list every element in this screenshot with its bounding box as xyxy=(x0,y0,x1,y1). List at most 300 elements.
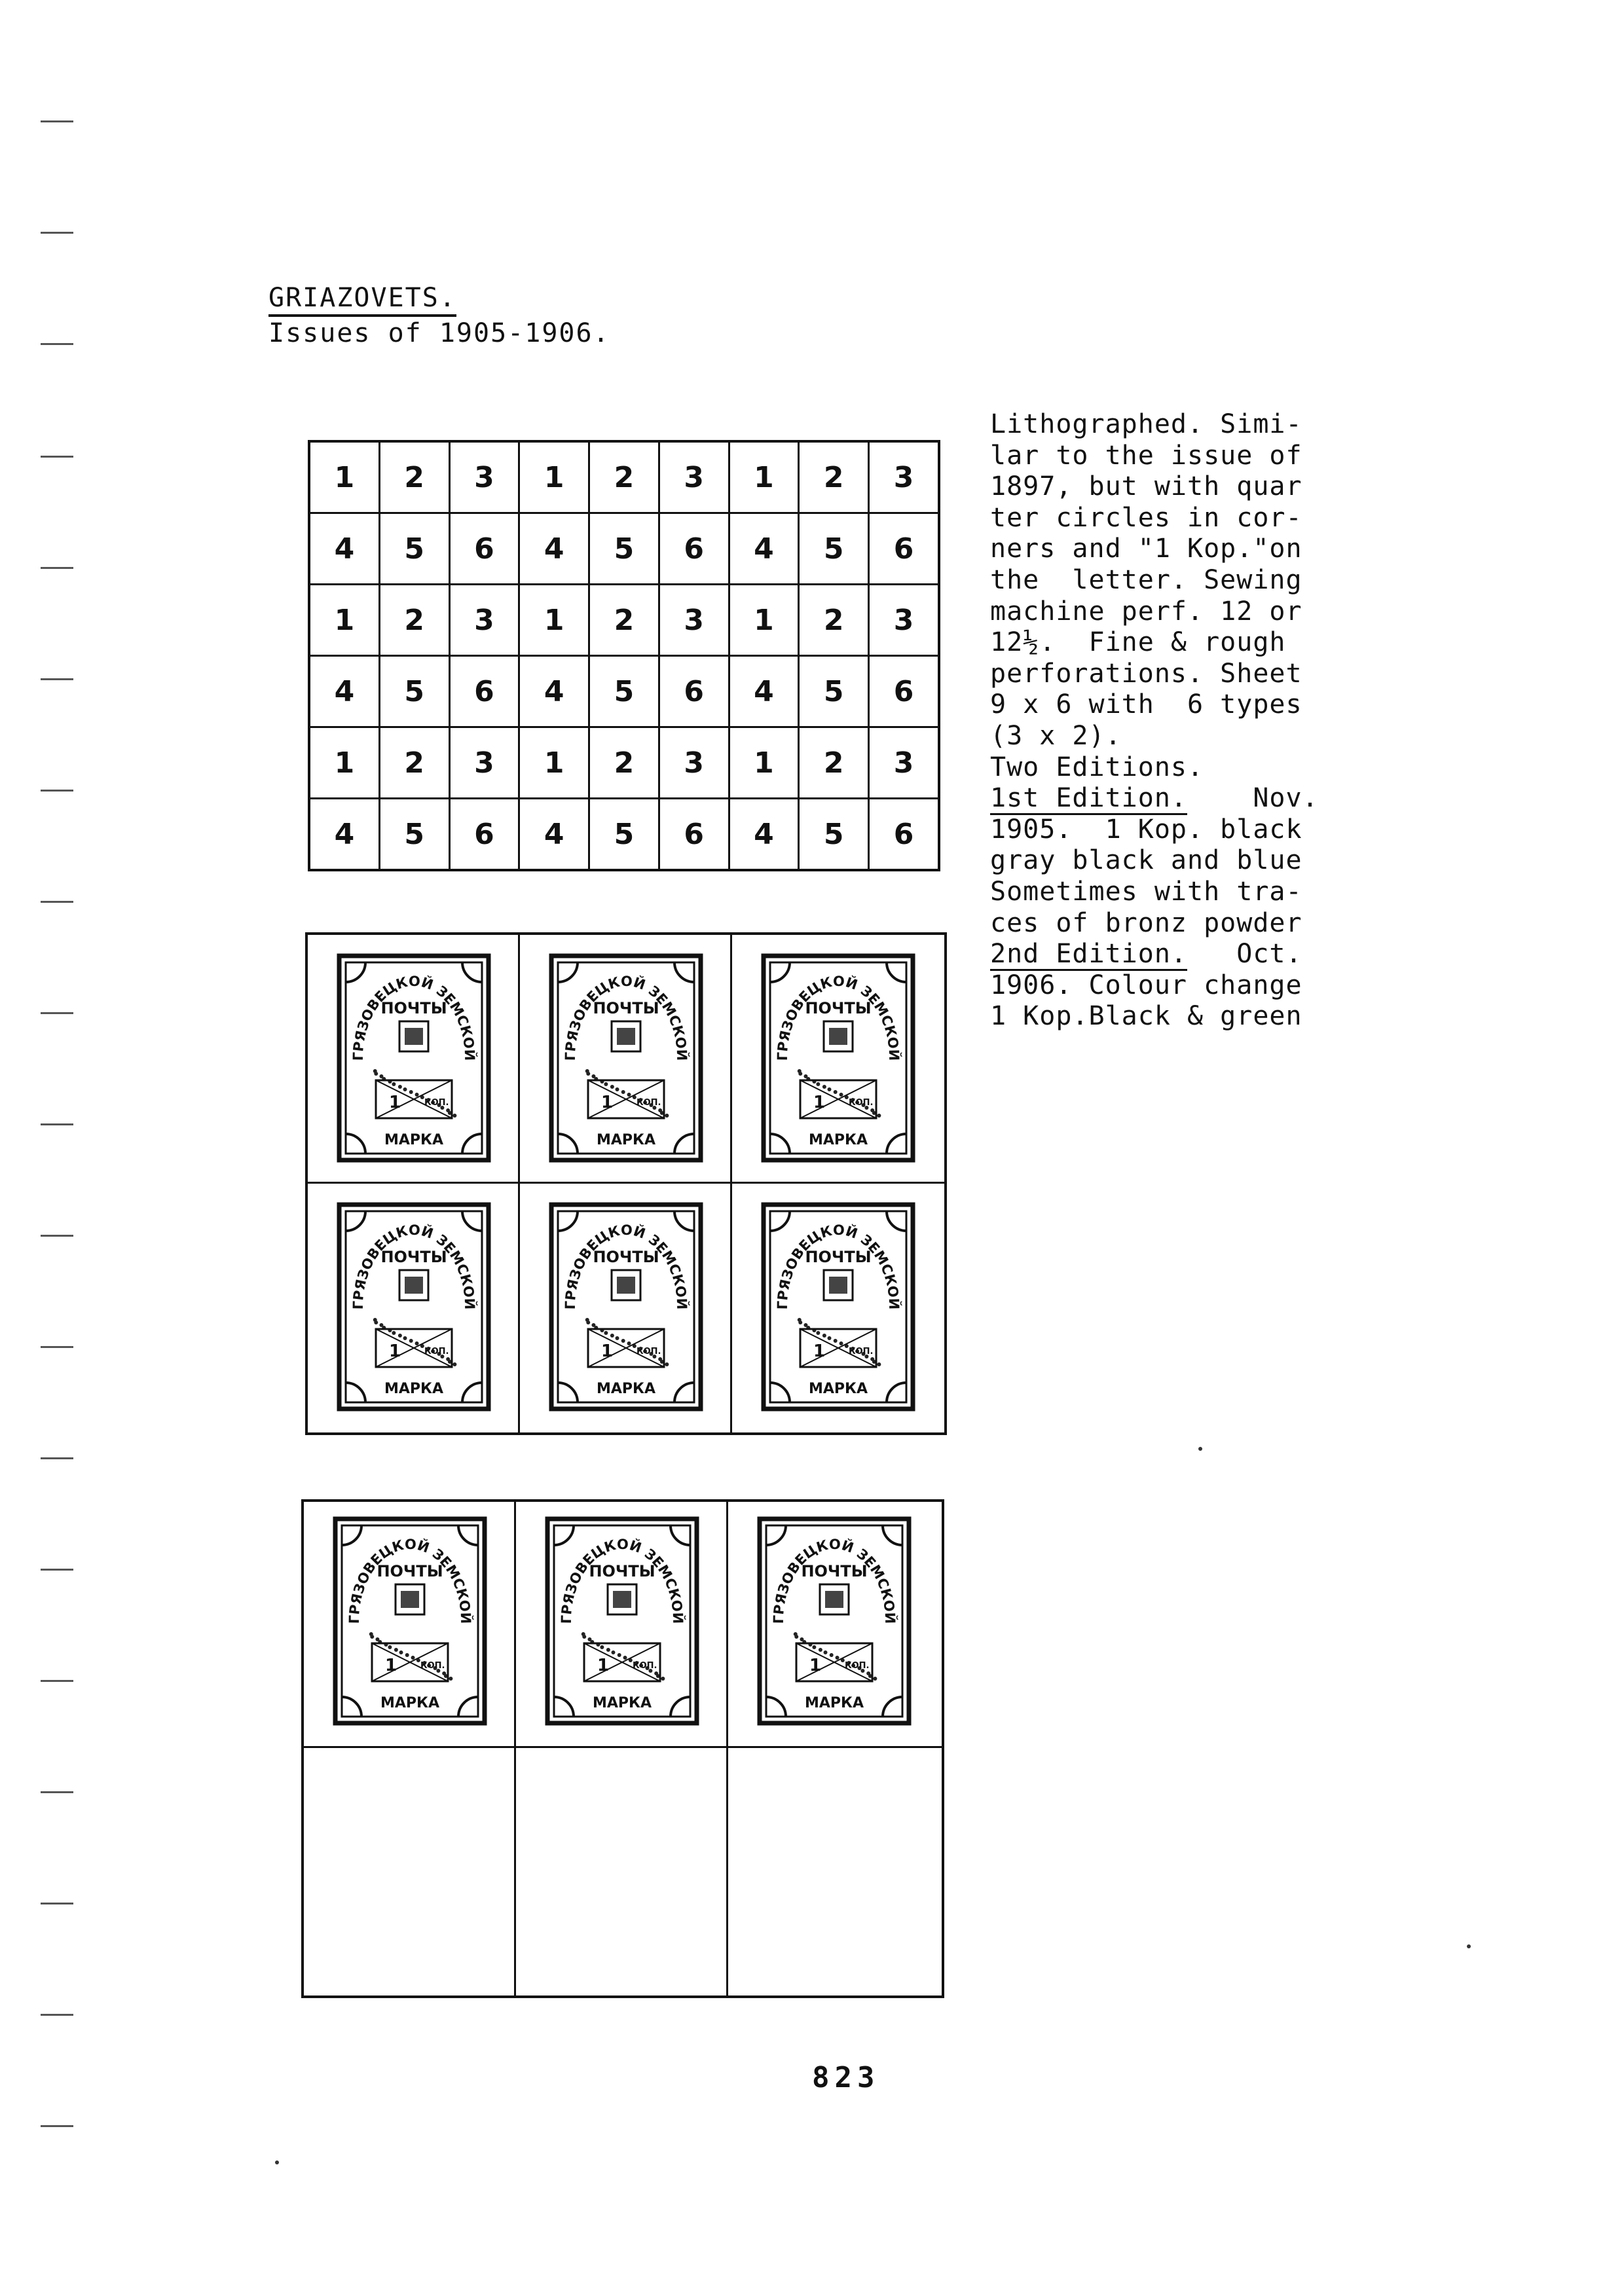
type-number-cell: 5 xyxy=(799,513,869,585)
corner-quarter-circle xyxy=(766,1697,786,1717)
stamp-bottom-word: МАРКА xyxy=(808,1132,868,1148)
type-number-cell: 2 xyxy=(379,585,449,656)
stamp-emblem xyxy=(617,1028,635,1045)
type-number-cell: 2 xyxy=(379,727,449,799)
type-number-cell: 6 xyxy=(659,656,729,727)
stamp-arch-text: ГРЯЗОВЕЦКОЙ ЗЕМСКОЙ xyxy=(774,973,902,1061)
description-text: the letter. Sewing xyxy=(990,564,1302,595)
type-number-cell: 6 xyxy=(869,656,939,727)
description-line xyxy=(990,409,1344,441)
wreath-leaf xyxy=(392,1331,396,1335)
description-text: Lithographed. Simi- xyxy=(990,409,1302,439)
description-line xyxy=(990,814,1344,846)
type-number-cell: 1 xyxy=(519,727,589,799)
binder-tick xyxy=(41,901,73,903)
type-number-cell: 4 xyxy=(519,799,589,871)
stamp-bottom-word: МАРКА xyxy=(380,1695,440,1711)
description-line xyxy=(990,503,1344,534)
wreath-leaf xyxy=(665,1362,669,1366)
type-number-cell: 2 xyxy=(799,727,869,799)
description-line xyxy=(990,939,1344,970)
wreath-leaf xyxy=(403,1087,407,1091)
stamp-image xyxy=(761,953,915,1163)
layout-row xyxy=(309,441,939,513)
layout-row xyxy=(309,799,939,871)
layout-row xyxy=(309,585,939,656)
wreath-leaf xyxy=(604,1331,608,1335)
type-number-cell: 5 xyxy=(589,513,659,585)
corner-quarter-circle xyxy=(458,1525,478,1545)
binder-tick xyxy=(41,1123,73,1125)
stamp-bottom-word: МАРКА xyxy=(596,1381,656,1397)
type-number-cell: 6 xyxy=(449,799,519,871)
wreath-leaf xyxy=(798,1072,802,1076)
description-text: 1 Kop.Black & green xyxy=(990,1001,1302,1032)
empty-stamp-cell xyxy=(516,1748,728,1995)
description-line xyxy=(990,877,1344,908)
type-number-cell: 6 xyxy=(659,799,729,871)
stamp-emblem xyxy=(401,1591,419,1608)
description-text: perforations. Sheet xyxy=(990,658,1302,689)
type-number-cell: 1 xyxy=(309,585,379,656)
wreath-leaf xyxy=(621,1339,625,1343)
binder-tick xyxy=(41,456,73,458)
stamp-bottom-word: МАРКА xyxy=(804,1695,864,1711)
corner-quarter-circle xyxy=(887,962,906,982)
wreath-leaf xyxy=(388,1645,392,1649)
description-date: Nov. xyxy=(1187,783,1319,814)
stamp-cell xyxy=(308,935,520,1184)
binder-tick xyxy=(41,1012,73,1014)
stamp-bottom-word: МАРКА xyxy=(808,1381,868,1397)
stamp-image xyxy=(333,1516,487,1726)
wreath-leaf xyxy=(822,1085,826,1089)
stamp-inner-frame xyxy=(346,962,482,1154)
type-number-cell: 4 xyxy=(519,513,589,585)
stamp-inner-frame xyxy=(554,1525,690,1717)
stamp-bottom-word: МАРКА xyxy=(592,1695,652,1711)
wreath-leaf xyxy=(616,1087,619,1091)
description-line xyxy=(990,1001,1344,1032)
description-text: 1905. 1 Kop. black xyxy=(990,814,1302,845)
stamp-bottom-word: МАРКА xyxy=(384,1132,444,1148)
corner-quarter-circle xyxy=(887,1383,906,1402)
stamp-cell xyxy=(516,1502,728,1748)
binder-tick xyxy=(41,120,73,122)
description-line xyxy=(990,721,1344,752)
description-text: lar to the issue of xyxy=(990,440,1302,471)
stamp-value: 1 xyxy=(813,1341,826,1361)
description-line xyxy=(990,471,1344,503)
stamp-inner-frame xyxy=(766,1525,902,1717)
type-number-cell: 4 xyxy=(309,513,379,585)
stamp-image xyxy=(549,953,703,1163)
corner-quarter-circle xyxy=(671,1697,690,1717)
empty-stamp-cell xyxy=(728,1748,942,1995)
wreath-leaf xyxy=(398,1085,402,1089)
corner-quarter-circle xyxy=(674,1383,694,1402)
stamp-arch-text: ГРЯЗОВЕЦКОЙ ЗЕМСКОЙ xyxy=(558,1536,686,1624)
wreath-leaf xyxy=(877,1114,881,1118)
wreath-leaf xyxy=(665,1114,669,1118)
stamp-inner-frame xyxy=(770,1211,906,1402)
corner-quarter-circle xyxy=(346,1383,365,1402)
wreath-leaf xyxy=(627,1093,631,1097)
stamp-arch-text: ГРЯЗОВЕЦКОЙ ЗЕМСКОЙ xyxy=(770,1536,898,1624)
type-number-cell: 4 xyxy=(309,799,379,871)
description-text: (3 x 2). xyxy=(990,720,1122,751)
stamp-bottom-word: МАРКА xyxy=(384,1381,444,1397)
empty-stamp-cell xyxy=(304,1748,516,1995)
corner-quarter-circle xyxy=(674,1211,694,1231)
page-number: 823 xyxy=(812,2061,880,2094)
corner-quarter-circle xyxy=(558,1134,578,1154)
sheet-type-layout-table xyxy=(308,440,940,871)
wreath-leaf xyxy=(374,1321,378,1324)
wreath-leaf xyxy=(403,1336,407,1340)
layout-row xyxy=(309,727,939,799)
wreath-leaf xyxy=(612,1650,616,1654)
type-number-cell: 3 xyxy=(869,441,939,513)
corner-quarter-circle xyxy=(770,1211,790,1231)
type-number-cell: 3 xyxy=(659,727,729,799)
layout-row xyxy=(309,656,939,727)
type-number-cell: 4 xyxy=(309,656,379,727)
wreath-leaf xyxy=(840,1093,843,1097)
type-number-cell: 2 xyxy=(799,585,869,656)
description-text: ces of bronz powder xyxy=(990,907,1302,938)
wreath-leaf xyxy=(392,1082,396,1086)
scan-speck xyxy=(275,2160,279,2164)
stamp-value: 1 xyxy=(809,1656,822,1675)
type-number-cell: 6 xyxy=(449,513,519,585)
description-line xyxy=(990,565,1344,596)
wreath-leaf xyxy=(834,1090,838,1094)
corner-quarter-circle xyxy=(766,1525,786,1545)
type-number-cell: 6 xyxy=(869,799,939,871)
stamp-top-word: ПОЧТЫ xyxy=(805,1248,872,1266)
corner-quarter-circle xyxy=(887,1134,906,1154)
wreath-leaf xyxy=(816,1331,820,1335)
stamp-inner-frame xyxy=(346,1211,482,1402)
description-date: Oct. xyxy=(1187,939,1302,970)
stamp-unit: КОП. xyxy=(424,1347,449,1357)
wreath-leaf xyxy=(623,1656,627,1660)
stamp-image xyxy=(549,1202,703,1412)
binder-tick xyxy=(41,790,73,792)
stamp-value: 1 xyxy=(601,1341,614,1361)
description-text: 12½. Fine & rough xyxy=(990,627,1286,658)
type-number-cell: 5 xyxy=(799,799,869,871)
corner-quarter-circle xyxy=(554,1697,574,1717)
stamp-image xyxy=(757,1516,912,1726)
type-number-cell: 3 xyxy=(659,585,729,656)
corner-quarter-circle xyxy=(342,1525,361,1545)
stamp-top-word: ПОЧТЫ xyxy=(589,1562,655,1580)
type-number-cell: 5 xyxy=(379,656,449,727)
wreath-leaf xyxy=(600,1645,604,1649)
stamp-emblem xyxy=(829,1028,847,1045)
binder-tick xyxy=(41,2125,73,2127)
type-number-cell: 6 xyxy=(659,513,729,585)
scan-speck xyxy=(1467,1944,1471,1948)
type-number-cell: 4 xyxy=(729,513,799,585)
binder-tick xyxy=(41,343,73,345)
binder-tick xyxy=(41,1457,73,1459)
stamp-inner-frame xyxy=(558,962,694,1154)
corner-quarter-circle xyxy=(554,1525,574,1545)
corner-quarter-circle xyxy=(558,962,578,982)
type-number-cell: 2 xyxy=(589,441,659,513)
sheet-type-layout-body xyxy=(309,441,939,870)
corner-quarter-circle xyxy=(346,962,365,982)
stamp-inner-frame xyxy=(342,1525,478,1717)
binder-tick xyxy=(41,678,73,680)
type-number-cell: 1 xyxy=(729,441,799,513)
corner-quarter-circle xyxy=(558,1383,578,1402)
stamp-value: 1 xyxy=(385,1656,397,1675)
page-heading xyxy=(268,283,610,350)
corner-quarter-circle xyxy=(674,1134,694,1154)
type-number-cell: 3 xyxy=(869,727,939,799)
type-number-cell: 6 xyxy=(449,656,519,727)
description-line xyxy=(990,908,1344,939)
type-number-cell: 1 xyxy=(519,585,589,656)
corner-quarter-circle xyxy=(462,1211,482,1231)
wreath-leaf xyxy=(452,1362,456,1366)
type-number-cell: 5 xyxy=(799,656,869,727)
description-line xyxy=(990,441,1344,472)
type-number-cell: 3 xyxy=(869,585,939,656)
corner-quarter-circle xyxy=(674,962,694,982)
description-text: ners and "1 Kop."on xyxy=(990,534,1302,564)
stamp-inner-frame xyxy=(558,1211,694,1402)
binder-tick xyxy=(41,567,73,569)
stamp-image xyxy=(337,953,491,1163)
stamp-top-word: ПОЧТЫ xyxy=(593,1248,659,1266)
wreath-leaf xyxy=(618,1653,621,1657)
wreath-leaf xyxy=(661,1677,665,1681)
corner-quarter-circle xyxy=(462,1383,482,1402)
wreath-leaf xyxy=(828,1087,832,1091)
wreath-leaf xyxy=(399,1650,403,1654)
layout-row xyxy=(309,513,939,585)
corner-quarter-circle xyxy=(462,1134,482,1154)
wreath-leaf xyxy=(627,1341,631,1345)
description-text: 1906. Colour change xyxy=(990,970,1302,1000)
description-text: Sometimes with tra- xyxy=(990,876,1302,907)
stamp-emblem xyxy=(617,1277,635,1294)
stamp-cell xyxy=(520,1184,732,1432)
stamp-inner-frame xyxy=(770,962,906,1154)
binder-tick xyxy=(41,1235,73,1237)
stamp-block-first xyxy=(305,932,947,1435)
wreath-leaf xyxy=(586,1072,590,1076)
wreath-leaf xyxy=(606,1648,610,1652)
description-text: ter circles in cor- xyxy=(990,502,1302,533)
stamp-unit: КОП. xyxy=(845,1661,870,1671)
type-number-cell: 5 xyxy=(589,656,659,727)
wreath-leaf xyxy=(822,1334,826,1338)
type-number-cell: 1 xyxy=(729,585,799,656)
corner-quarter-circle xyxy=(346,1134,365,1154)
wreath-leaf xyxy=(873,1677,877,1681)
wreath-leaf xyxy=(610,1085,614,1089)
description-text: 2nd Edition. xyxy=(990,939,1187,971)
wreath-leaf xyxy=(819,1648,822,1652)
stamp-unit: КОП. xyxy=(633,1661,657,1671)
stamp-value: 1 xyxy=(389,1341,401,1361)
stamp-arch-text: ГРЯЗОВЕЦКОЙ ЗЕМСКОЙ xyxy=(774,1222,902,1310)
type-number-cell: 4 xyxy=(519,656,589,727)
wreath-leaf xyxy=(449,1677,452,1681)
type-number-cell: 2 xyxy=(799,441,869,513)
description-text: machine perf. 12 or xyxy=(990,596,1302,627)
binder-tick xyxy=(41,232,73,234)
wreath-leaf xyxy=(824,1650,828,1654)
type-number-cell: 3 xyxy=(659,441,729,513)
type-number-cell: 2 xyxy=(379,441,449,513)
description-line xyxy=(990,783,1344,814)
description-line xyxy=(990,659,1344,690)
stamp-value: 1 xyxy=(813,1093,826,1112)
binder-tick xyxy=(41,1903,73,1904)
description-text: gray black and blue xyxy=(990,845,1302,876)
wreath-leaf xyxy=(840,1341,843,1345)
stamp-block-second xyxy=(301,1499,944,1998)
description-text: 1897, but with quar xyxy=(990,471,1302,502)
corner-quarter-circle xyxy=(342,1697,361,1717)
type-number-cell: 4 xyxy=(729,799,799,871)
stamp-cell xyxy=(728,1502,942,1748)
corner-quarter-circle xyxy=(346,1211,365,1231)
stamp-arch-text: ГРЯЗОВЕЦКОЙ ЗЕМСКОЙ xyxy=(350,1222,478,1310)
stamp-unit: КОП. xyxy=(637,1347,661,1357)
stamp-top-word: ПОЧТЫ xyxy=(805,999,872,1017)
stamp-arch-text: ГРЯЗОВЕЦКОЙ ЗЕМСКОЙ xyxy=(562,1222,690,1310)
wreath-leaf xyxy=(794,1635,798,1639)
description-text: 1st Edition. xyxy=(990,783,1187,815)
wreath-leaf xyxy=(415,1341,419,1345)
wreath-leaf xyxy=(394,1648,398,1652)
stamp-top-word: ПОЧТЫ xyxy=(377,1562,443,1580)
binder-tick xyxy=(41,1569,73,1571)
scan-speck xyxy=(1198,1447,1202,1451)
stamp-cell xyxy=(732,935,944,1184)
stamp-emblem xyxy=(405,1277,423,1294)
wreath-leaf xyxy=(834,1339,838,1343)
wreath-leaf xyxy=(828,1336,832,1340)
wreath-leaf xyxy=(877,1362,881,1366)
corner-quarter-circle xyxy=(558,1211,578,1231)
wreath-leaf xyxy=(830,1653,834,1657)
description-line xyxy=(990,596,1344,628)
stamp-unit: КОП. xyxy=(637,1098,661,1108)
wreath-leaf xyxy=(621,1090,625,1094)
section-subtitle: Issues of 1905-1906. xyxy=(268,318,610,348)
binder-tick xyxy=(41,1791,73,1793)
type-number-cell: 3 xyxy=(449,727,519,799)
wreath-leaf xyxy=(370,1635,374,1639)
corner-quarter-circle xyxy=(770,1383,790,1402)
corner-quarter-circle xyxy=(883,1697,902,1717)
stamp-top-word: ПОЧТЫ xyxy=(380,999,447,1017)
description-text: 9 x 6 with 6 types xyxy=(990,689,1302,720)
wreath-leaf xyxy=(409,1339,413,1343)
wreath-leaf xyxy=(816,1082,820,1086)
stamp-unit: КОП. xyxy=(849,1098,874,1108)
type-number-cell: 1 xyxy=(519,441,589,513)
stamp-cell xyxy=(304,1502,516,1748)
stamp-cell xyxy=(520,935,732,1184)
wreath-leaf xyxy=(415,1093,419,1097)
type-number-cell: 1 xyxy=(309,727,379,799)
stamp-value: 1 xyxy=(601,1093,614,1112)
wreath-leaf xyxy=(452,1114,456,1118)
type-number-cell: 5 xyxy=(589,799,659,871)
type-number-cell: 3 xyxy=(449,585,519,656)
description-line xyxy=(990,970,1344,1002)
wreath-leaf xyxy=(398,1334,402,1338)
stamp-value: 1 xyxy=(597,1656,610,1675)
wreath-leaf xyxy=(812,1645,816,1649)
stamp-emblem xyxy=(405,1028,423,1045)
stamp-cell xyxy=(732,1184,944,1432)
type-number-cell: 3 xyxy=(449,441,519,513)
corner-quarter-circle xyxy=(671,1525,690,1545)
stamp-bottom-word: МАРКА xyxy=(596,1132,656,1148)
stamp-cell xyxy=(308,1184,520,1432)
stamp-unit: КОП. xyxy=(424,1098,449,1108)
stamp-emblem xyxy=(613,1591,631,1608)
stamp-emblem xyxy=(825,1591,843,1608)
type-number-cell: 5 xyxy=(379,513,449,585)
description-line xyxy=(990,752,1344,784)
stamp-emblem xyxy=(829,1277,847,1294)
wreath-leaf xyxy=(610,1334,614,1338)
wreath-leaf xyxy=(604,1082,608,1086)
binder-tick xyxy=(41,2014,73,2016)
wreath-leaf xyxy=(374,1072,378,1076)
type-number-cell: 2 xyxy=(589,727,659,799)
binder-tick xyxy=(41,1346,73,1348)
wreath-leaf xyxy=(616,1336,619,1340)
description-line xyxy=(990,689,1344,721)
stamp-top-word: ПОЧТЫ xyxy=(380,1248,447,1266)
type-number-cell: 6 xyxy=(869,513,939,585)
binder-tick xyxy=(41,1680,73,1682)
stamp-arch-text: ГРЯЗОВЕЦКОЙ ЗЕМСКОЙ xyxy=(350,973,478,1061)
stamp-value: 1 xyxy=(389,1093,401,1112)
stamp-arch-text: ГРЯЗОВЕЦКОЙ ЗЕМСКОЙ xyxy=(346,1536,474,1624)
wreath-leaf xyxy=(405,1653,409,1657)
stamp-image xyxy=(545,1516,699,1726)
type-number-cell: 2 xyxy=(589,585,659,656)
stamp-unit: КОП. xyxy=(849,1347,874,1357)
wreath-leaf xyxy=(582,1635,586,1639)
corner-quarter-circle xyxy=(887,1211,906,1231)
type-number-cell: 4 xyxy=(729,656,799,727)
type-number-cell: 1 xyxy=(309,441,379,513)
stamp-top-word: ПОЧТЫ xyxy=(593,999,659,1017)
wreath-leaf xyxy=(586,1321,590,1324)
issue-description xyxy=(990,409,1344,1032)
wreath-leaf xyxy=(836,1656,840,1660)
stamp-image xyxy=(761,1202,915,1412)
description-text: Two Editions. xyxy=(990,752,1204,782)
section-title: GRIAZOVETS. xyxy=(268,283,456,317)
corner-quarter-circle xyxy=(883,1525,902,1545)
